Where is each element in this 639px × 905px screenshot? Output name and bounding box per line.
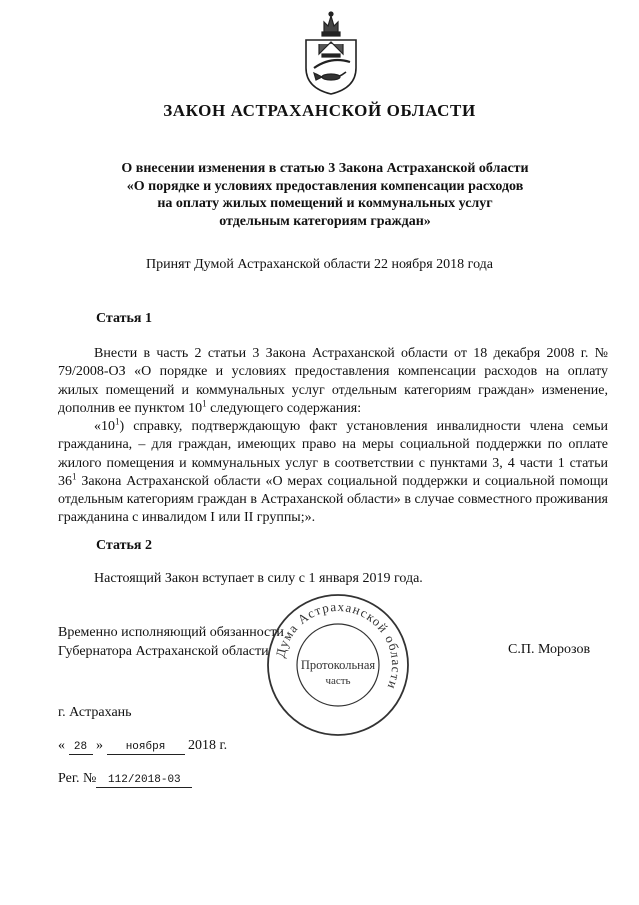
paragraph-text: «10 [94, 419, 115, 434]
document-title: ЗАКОН АСТРАХАНСКОЙ ОБЛАСТИ [163, 101, 476, 120]
article-2-heading: Статья 2 [96, 538, 152, 553]
subtitle-line: «О порядке и условиях предоставления компенсации расходов [126, 178, 524, 194]
paragraph-text: Закона Астраханской области «О мерах социальной поддержки и социальной помощи отдельным категориям граждан в Астраханской области» в случае совместного проживания гражданина с инвалидом I или II группы;». [58, 473, 608, 526]
signatory-name: С.П. Морозов [508, 642, 591, 657]
document-subtitle [95, 160, 555, 230]
signatory-line-1: Временно исполняющий обязанности [58, 625, 284, 640]
signatory-line-2: Губернатора Астраханской области [58, 644, 269, 659]
reg-number: 112/2018-03 [96, 774, 192, 788]
article-1-heading: Статья 1 [96, 311, 152, 326]
date-open-quote: « [58, 738, 65, 753]
city: г. Астрахань [58, 705, 132, 720]
paragraph-text: Внести в часть 2 статьи 3 Закона Астраханской области от 18 декабря 2008 г. № 79/2008-ОЗ «О порядке и условиях предоставления компенсации расходов на оплату жилых помещений и коммунальных услуг отдельным категориям граждан» изменение, дополнив ее пунктом 10 [58, 346, 608, 416]
paragraph-text: следующего содержания: [206, 400, 362, 416]
stamp-ring-text: Дума Астраханской области [272, 598, 405, 693]
subtitle-line: отдельным категориям граждан» [219, 213, 431, 229]
reg-label: Рег. № [58, 771, 97, 786]
stamp-inner-line-1: Протокольная [300, 658, 376, 672]
date-day: 28 [69, 741, 93, 755]
registration-number [58, 771, 192, 788]
adoption-note: Принят Думой Астраханской области 22 ноября 2018 года [145, 257, 494, 272]
signatory-title [58, 623, 284, 661]
date-year: 2018 г. [188, 738, 228, 753]
superscript: 1 [202, 398, 207, 409]
paragraph-text: ) справку, подтверждающую факт установления инвалидности члена семьи гражданина, – для граждан, имеющих право на меры социальной поддержки по оплате жилого помещения и коммунальных услуг в соответствии с пунктами 3, 4 части 1 статьи 36 [58, 419, 608, 489]
subtitle-line: О внесении изменения в статью 3 Закона Астраханской области [121, 161, 529, 176]
stamp-inner-line-2: часть [325, 675, 351, 687]
duma-seal-stamp [262, 589, 414, 741]
date-close-quote: » [96, 738, 103, 753]
subtitle-line: на оплату жилых помещений и коммунальных услуг [157, 196, 493, 211]
date-month: ноября [107, 741, 185, 755]
astrakhan-coat-of-arms-icon [300, 10, 362, 96]
signing-date [58, 738, 227, 755]
superscript: 1 [72, 471, 77, 482]
article-1-paragraph-2 [58, 418, 608, 528]
article-2-paragraph: Настоящий Закон вступает в силу с 1 января 2019 года. [94, 571, 423, 586]
superscript: 1 [115, 416, 120, 427]
article-1-paragraph-1 [58, 345, 608, 418]
